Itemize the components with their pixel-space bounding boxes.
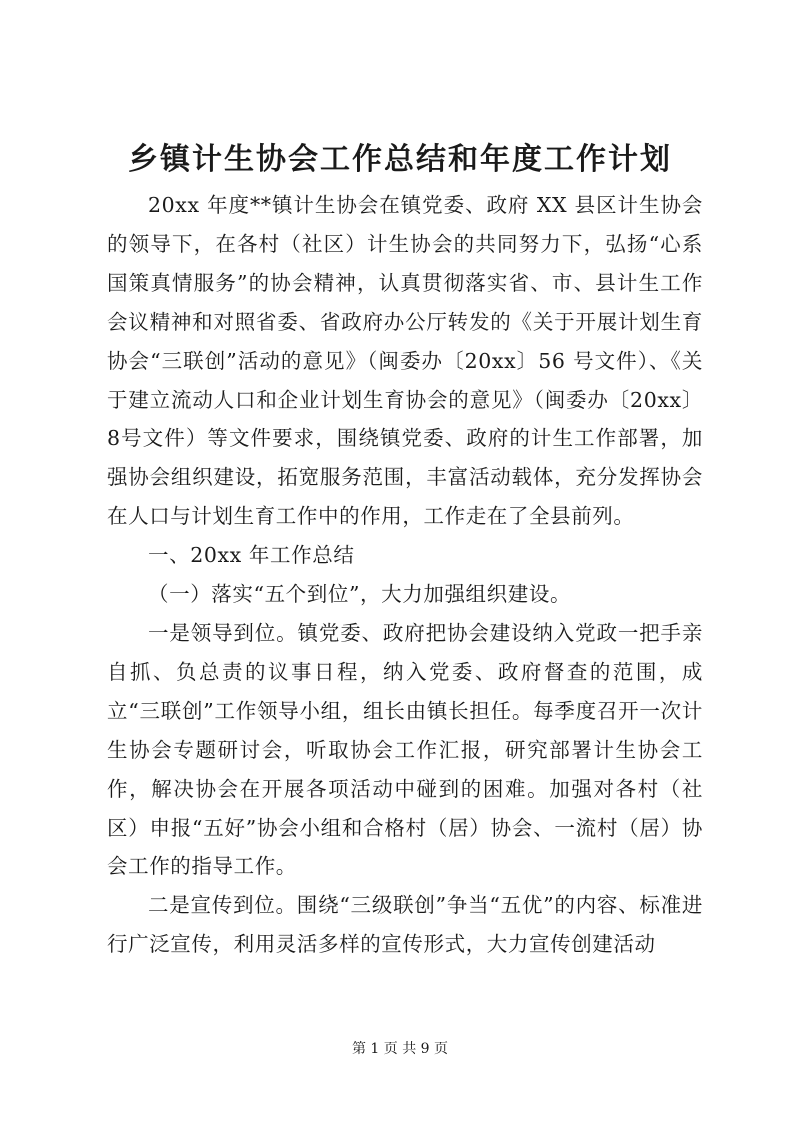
subsection-heading-organization: （一）落实“五个到位”，大力加强组织建设。 <box>148 582 572 607</box>
document-title: 乡镇计生协会工作总结和年度工作计划 <box>128 142 672 177</box>
paragraph-leadership: 一是领导到位。镇党委、政府把协会建设纳入党政一把手亲自抓、负总责的议事日程，纳入党委、政府督查的范围，成立“三联创”工作领导小组，组长由镇长担任。每季度召开一次计生协会专题研讨会，听取协会工作汇报，研究部署计生协会工作，解决协会在开展各项活动中碰到的困难。加强对各村（社区）申报“五好”协会小组和合格村（居）协会、一流村（居）协会工作的指导工作。 <box>107 620 703 879</box>
paragraph-intro: 20xx 年度**镇计生协会在镇党委、政府 XX 县区计生协会的领导下，在各村（社区）计生协会的共同努力下，弘扬“心系国策真情服务”的协会精神，认真贯彻落实省、市、县计生工作会议精神和对照省委、省政府办公厅转发的《关于开展计划生育协会“三联创”活动的意见》（闽委办〔20xx〕56 号文件）、《关于建立流动人口和企业计划生育协会的意见》（闽委办〔20xx〕8号文件）等文件要求，围绕镇党委、政府的计生工作部署，加强协会组织建设，拓宽服务范围，丰富活动载体，充分发挥协会在人口与计划生育工作中的作用，工作走在了全县前列。 <box>107 193 703 529</box>
section-heading-summary: 一、20xx 年工作总结 <box>148 543 355 568</box>
document-body <box>107 186 703 964</box>
page-footer: 第 1 页 共 9 页 <box>351 1041 449 1057</box>
paragraph-publicity: 二是宣传到位。围绕“三级联创”争当“五优”的内容、标准进行广泛宣传，利用灵活多样的宣传形式，大力宣传创建活动 <box>107 893 703 957</box>
